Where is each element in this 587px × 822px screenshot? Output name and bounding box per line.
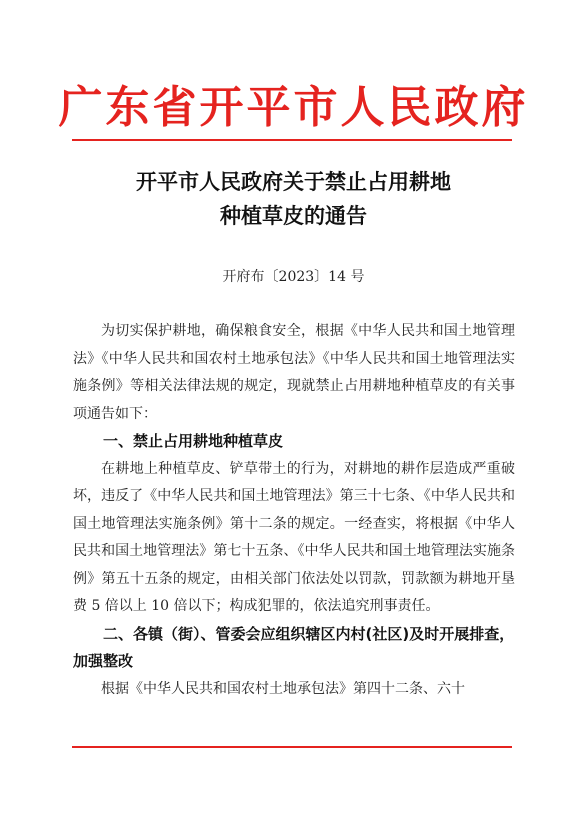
document-body [73,318,515,703]
title-line-1: 开平市人民政府关于禁止占用耕地 [136,169,451,194]
issuer-masthead: 广东省开平市人民政府 [58,82,529,133]
section-heading-2: 二、各镇（街）、管委会应组织辖区内村(社区)及时开展排查，加强整改 [73,624,515,670]
section-paragraph-1: 在耕地上种植草皮、铲草带土的行为，对耕地的耕作层造成严重破坏，违反了《中华人民共和国土地管理法》第三十七条、《中华人民共和国土地管理法实施条例》第十二条的规定。一经查实，将根据《中华人民共和国土地管理法》第七十五条、《中华人民共和国土地管理法实施条例》第五十五条的规定，由相关部门依法处以罚款，罚款额为耕地开垦费 5 倍以上 10 倍以下；构成犯罪的，依法追究刑事责任。 [73,460,515,614]
document-number: 开府布〔2023〕14 号 [222,269,365,285]
title-line-2: 种植草皮的通告 [220,203,367,228]
section-heading-1: 一、禁止占用耕地种植草皮 [103,432,284,450]
section-paragraph-2: 根据《中华人民共和国农村土地承包法》第四十二条、六十 [101,680,465,697]
masthead-red-rule [72,139,512,141]
intro-paragraph: 为切实保护耕地，确保粮食安全，根据《中华人民共和国土地管理法》《中华人民共和国农村土地承包法》《中华人民共和国土地管理法实施条例》等相关法律法规的规定，现就禁止占用耕地种植草皮的有关事项通告如下： [73,323,515,422]
document-title [0,165,587,233]
footer-red-rule [72,746,512,748]
